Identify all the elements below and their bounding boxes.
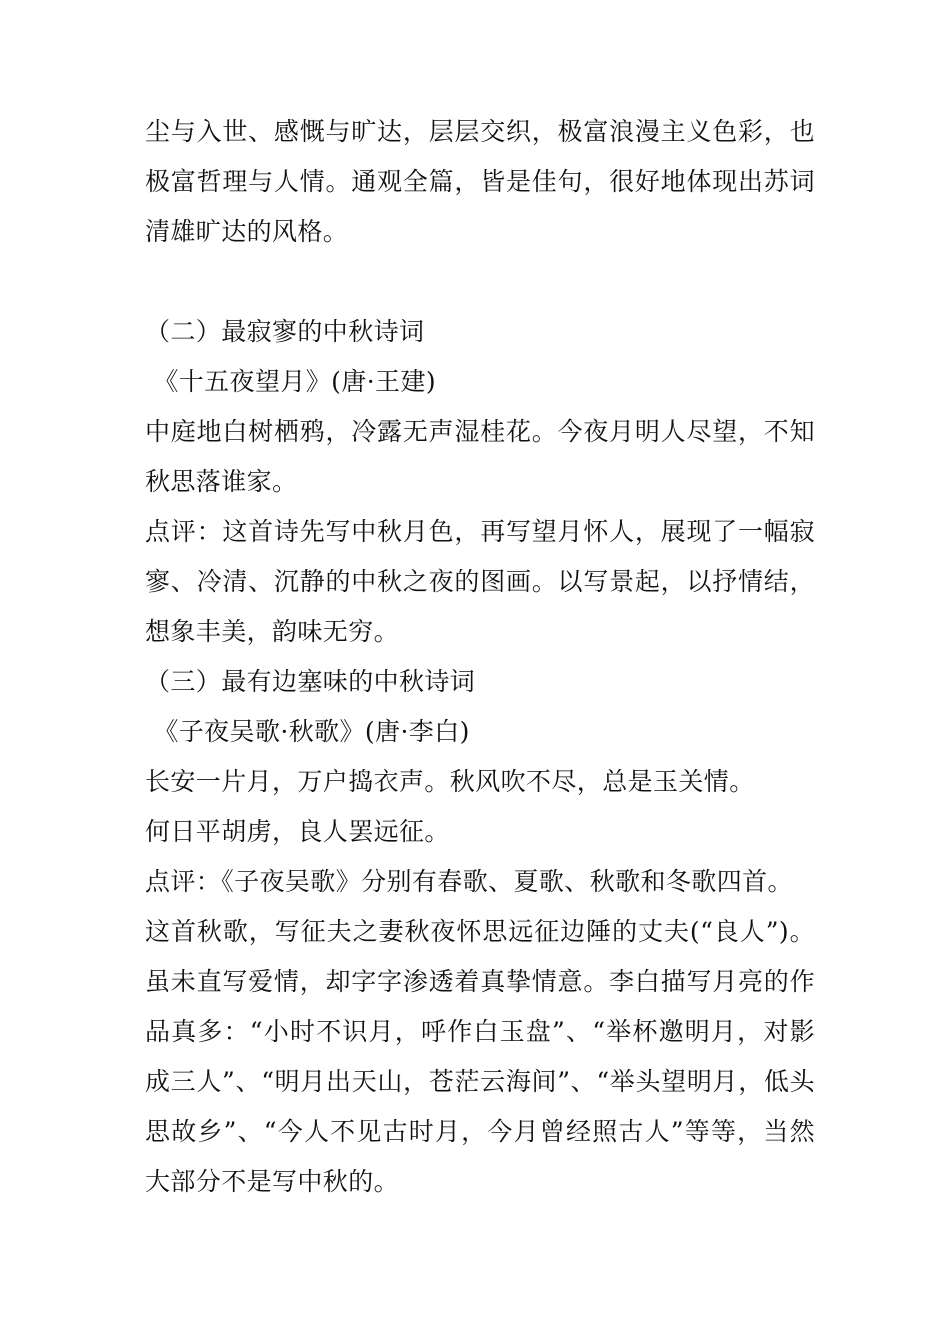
paragraph-line: 尘与入世、感慨与旷达，层层交织，极富浪漫主义色彩，也 (145, 117, 815, 146)
comment-line: 寥、冷清、沉静的中秋之夜的图画。以写景起，以抒情结， (145, 567, 815, 596)
poem-title: 《十五夜望月》(唐·王建) (145, 367, 437, 396)
comment-line: 点评：《子夜吴歌》分别有春歌、夏歌、秋歌和冬歌四首。 (145, 867, 793, 896)
section-heading: （二）最寂寥的中秋诗词 (145, 317, 425, 346)
poem-line: 何日平胡虏，良人罢远征。 (145, 817, 450, 846)
paragraph-line: 极富哲理与人情。通观全篇，皆是佳句，很好地体现出苏词 (145, 167, 815, 196)
comment-line: 想象丰美，韵味无穷。 (145, 617, 400, 646)
poem-line: 中庭地白树栖鸦，冷露无声湿桂花。今夜月明人尽望，不知 (145, 417, 815, 446)
paragraph-line: 清雄旷达的风格。 (145, 217, 349, 246)
section-heading: （三）最有边塞味的中秋诗词 (145, 667, 476, 696)
comment-line: 成三人”、“明月出天山，苍茫云海间”、“举头望明月，低头 (145, 1067, 815, 1096)
comment-line: 点评：这首诗先写中秋月色，再写望月怀人，展现了一幅寂 (145, 517, 815, 546)
comment-line: 思故乡”、“今人不见古时月，今月曾经照古人”等等，当然 (145, 1117, 815, 1146)
comment-line: 大部分不是写中秋的。 (145, 1167, 400, 1196)
poem-line: 秋思落谁家。 (145, 467, 298, 496)
comment-line: 品真多：“小时不识月，呼作白玉盘”、“举杯邀明月，对影 (145, 1017, 815, 1046)
comment-line: 这首秋歌，写征夫之妻秋夜怀思远征边陲的丈夫(“良人”)。 (145, 917, 815, 946)
poem-title: 《子夜吴歌·秋歌》(唐·李白) (145, 717, 470, 746)
comment-line: 虽未直写爱情，却字字渗透着真挚情意。李白描写月亮的作 (145, 967, 815, 996)
poem-line: 长安一片月，万户捣衣声。秋风吹不尽，总是玉关情。 (145, 767, 755, 796)
